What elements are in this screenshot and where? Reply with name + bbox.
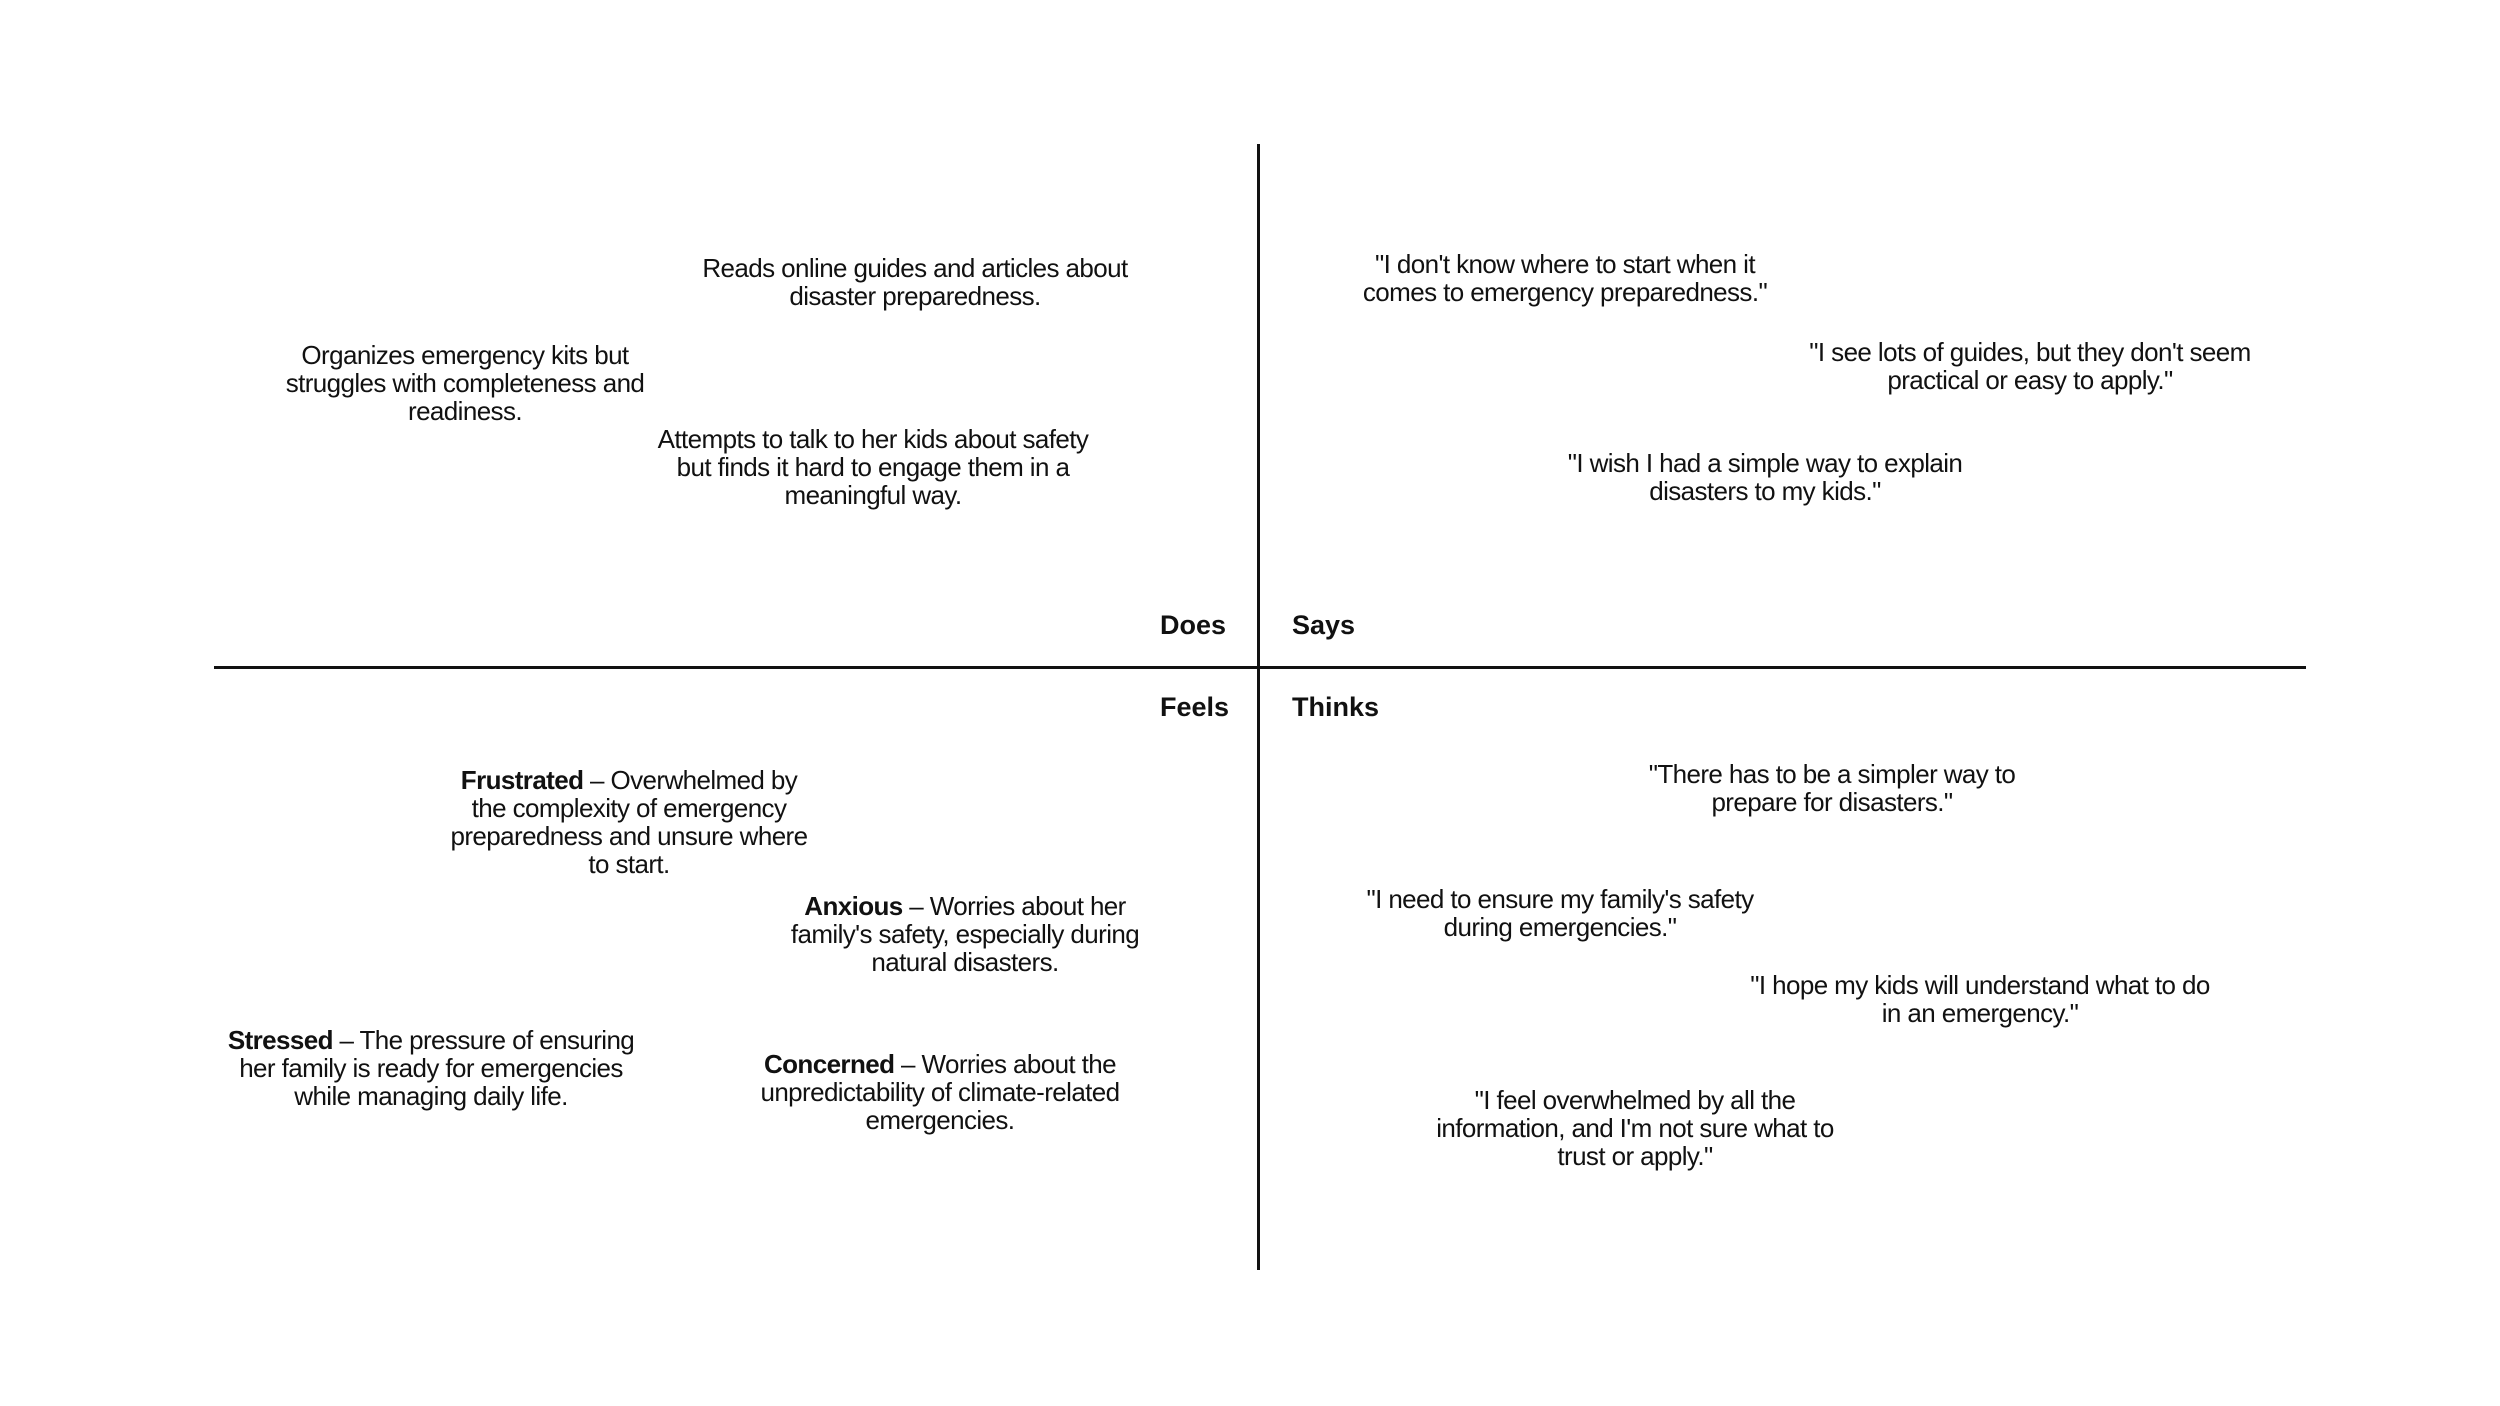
vertical-axis <box>1257 144 1260 1270</box>
horizontal-axis <box>214 666 2306 669</box>
feels-label: Feels <box>1160 692 1230 722</box>
says-label: Says <box>1292 610 1356 640</box>
does-note-guides: Reads online guides and articles about disaster preparedness. <box>702 253 1128 311</box>
says-note-explain: "I wish I had a simple way to explain disasters to my kids." <box>1567 448 1963 506</box>
feels-text-frustrated: – Overwhelmed by the complexity of emergency preparedness and unsure where to start. <box>450 765 808 879</box>
does-note-kids: Attempts to talk to her kids about safety but finds it hard to engage them in a meaningful way. <box>657 424 1089 510</box>
says-note-start: "I don't know where to start when it comes to emergency preparedness." <box>1362 249 1768 307</box>
emotion-anxious: Anxious <box>804 891 903 921</box>
does-label: Does <box>1160 610 1227 640</box>
thinks-note-simpler: "There has to be a simpler way to prepare for disasters." <box>1648 759 2016 817</box>
says-note-guides: "I see lots of guides, but they don't seem practical or easy to apply." <box>1809 337 2251 395</box>
emotion-frustrated: Frustrated <box>460 765 584 795</box>
thinks-note-safety: "I need to ensure my family's safety during emergencies." <box>1366 884 1754 942</box>
feels-text-anxious: – Worries about her family's safety, especially during natural disasters. <box>790 891 1140 977</box>
feels-note-stressed <box>216 1026 646 1110</box>
emotion-concerned: Concerned <box>763 1049 895 1079</box>
thinks-note-kids: "I hope my kids will understand what to do in an emergency." <box>1750 970 2210 1028</box>
feels-note-concerned <box>745 1050 1135 1134</box>
thinks-label: Thinks <box>1292 692 1380 722</box>
emotion-stressed: Stressed <box>227 1025 333 1055</box>
does-note-kits: Organizes emergency kits but struggles with completeness and readiness. <box>285 340 645 426</box>
thinks-note-overwhelmed: "I feel overwhelmed by all the information, and I'm not sure what to trust or apply." <box>1436 1085 1834 1171</box>
feels-note-frustrated <box>444 766 814 878</box>
feels-text-concerned: – Worries about the unpredictability of climate-related emergencies. <box>760 1049 1120 1135</box>
feels-text-stressed: – The pressure of ensuring her family is ready for emergencies while managing daily life. <box>239 1025 635 1111</box>
feels-note-anxious <box>780 892 1150 976</box>
